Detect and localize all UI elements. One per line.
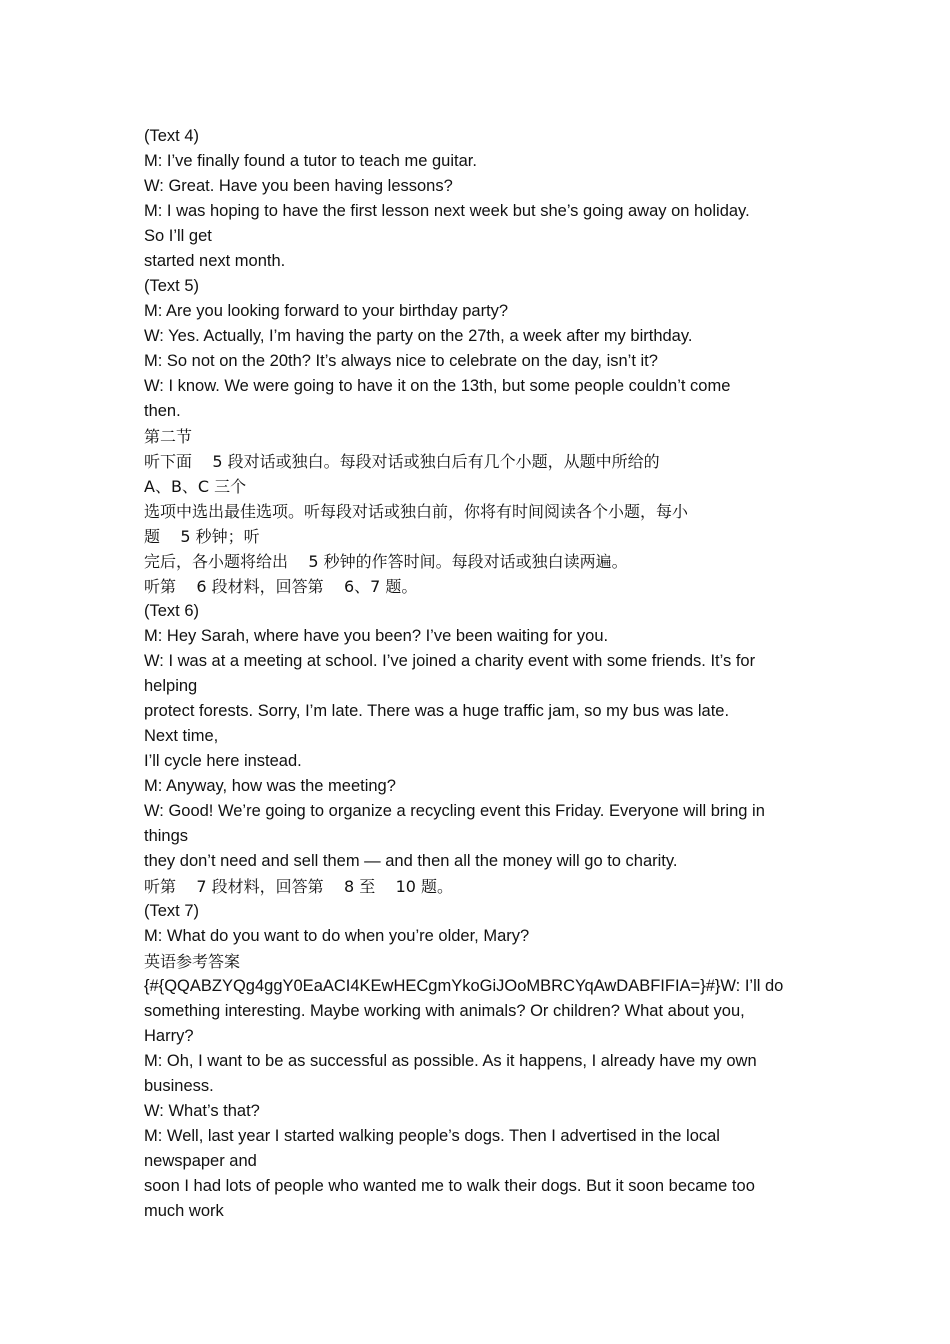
text-line: soon I had lots of people who wanted me to walk their dogs. But it soon became too <box>144 1177 755 1195</box>
instruction-line: 题 5 秒钟；听 <box>144 527 260 546</box>
text-line: (Text 7) <box>144 902 200 920</box>
document-body <box>144 124 814 1224</box>
text-line: So I’ll get <box>144 227 212 245</box>
text-line: W: I was at a meeting at school. I’ve joined a charity event with some friends. It’s for <box>144 652 756 670</box>
text-line: Harry? <box>144 1027 194 1045</box>
instruction-line: 听第 6 段材料，回答第 6、7 题。 <box>144 577 418 596</box>
instruction-line: 选项中选出最佳选项。听每段对话或独白前，你将有时间阅读各个小题，每小 <box>144 502 689 521</box>
text-line: protect forests. Sorry, I’m late. There was a huge traffic jam, so my bus was late. <box>144 702 730 720</box>
text-line: M: Well, last year I started walking people’s dogs. Then I advertised in the local <box>144 1127 720 1145</box>
text-line: they don’t need and sell them — and then all the money will go to charity. <box>144 852 678 870</box>
instruction-line: 听下面 5 段对话或独白。每段对话或独白后有几个小题，从题中所给的 <box>144 452 660 471</box>
text-line: newspaper and <box>144 1152 257 1170</box>
instruction-line: 完后，各小题将给出 5 秒钟的作答时间。每段对话或独白读两遍。 <box>144 552 628 571</box>
instruction-line: A、B、C 三个 <box>144 477 247 496</box>
text-line: W: Great. Have you been having lessons? <box>144 177 453 195</box>
section-heading: 第二节 <box>144 427 193 446</box>
text-line: W: I know. We were going to have it on the 13th, but some people couldn’t come <box>144 377 731 395</box>
text-line: things <box>144 827 189 845</box>
text-line: (Text 6) <box>144 602 200 620</box>
text-line: {#{QQABZYQg4ggY0EaACI4KEwHECgmYkoGiJOoMBRCYqAwDABFIFIA=}#}W: I’ll do <box>144 977 784 995</box>
text-line: M: I’ve finally found a tutor to teach me guitar. <box>144 152 477 170</box>
text-line: W: What’s that? <box>144 1102 260 1120</box>
text-line: M: Hey Sarah, where have you been? I’ve been waiting for you. <box>144 627 609 645</box>
text-line: then. <box>144 402 181 420</box>
text-line: helping <box>144 677 198 695</box>
text-line: something interesting. Maybe working with animals? Or children? What about you, <box>144 1002 745 1020</box>
text-line: W: Yes. Actually, I’m having the party on the 27th, a week after my birthday. <box>144 327 693 345</box>
text-line: M: Are you looking forward to your birthday party? <box>144 302 509 320</box>
text-line: business. <box>144 1077 214 1095</box>
text-line: M: Anyway, how was the meeting? <box>144 777 396 795</box>
page-header-text: 英语参考答案 <box>144 952 241 971</box>
text-line: M: What do you want to do when you’re older, Mary? <box>144 927 530 945</box>
text-line: M: Oh, I want to be as successful as possible. As it happens, I already have my own <box>144 1052 757 1070</box>
text-line: Next time, <box>144 727 219 745</box>
text-line: much work <box>144 1202 224 1220</box>
text-line: W: Good! We’re going to organize a recycling event this Friday. Everyone will bring in <box>144 802 765 820</box>
text-line: started next month. <box>144 252 286 270</box>
text-line: (Text 5) <box>144 277 200 295</box>
text-line: M: So not on the 20th? It’s always nice to celebrate on the day, isn’t it? <box>144 352 658 370</box>
text-line: (Text 4) <box>144 127 200 145</box>
text-line: M: I was hoping to have the first lesson next week but she’s going away on holiday. <box>144 202 750 220</box>
text-line: I’ll cycle here instead. <box>144 752 302 770</box>
instruction-line: 听第 7 段材料，回答第 8 至 10 题。 <box>144 877 454 896</box>
